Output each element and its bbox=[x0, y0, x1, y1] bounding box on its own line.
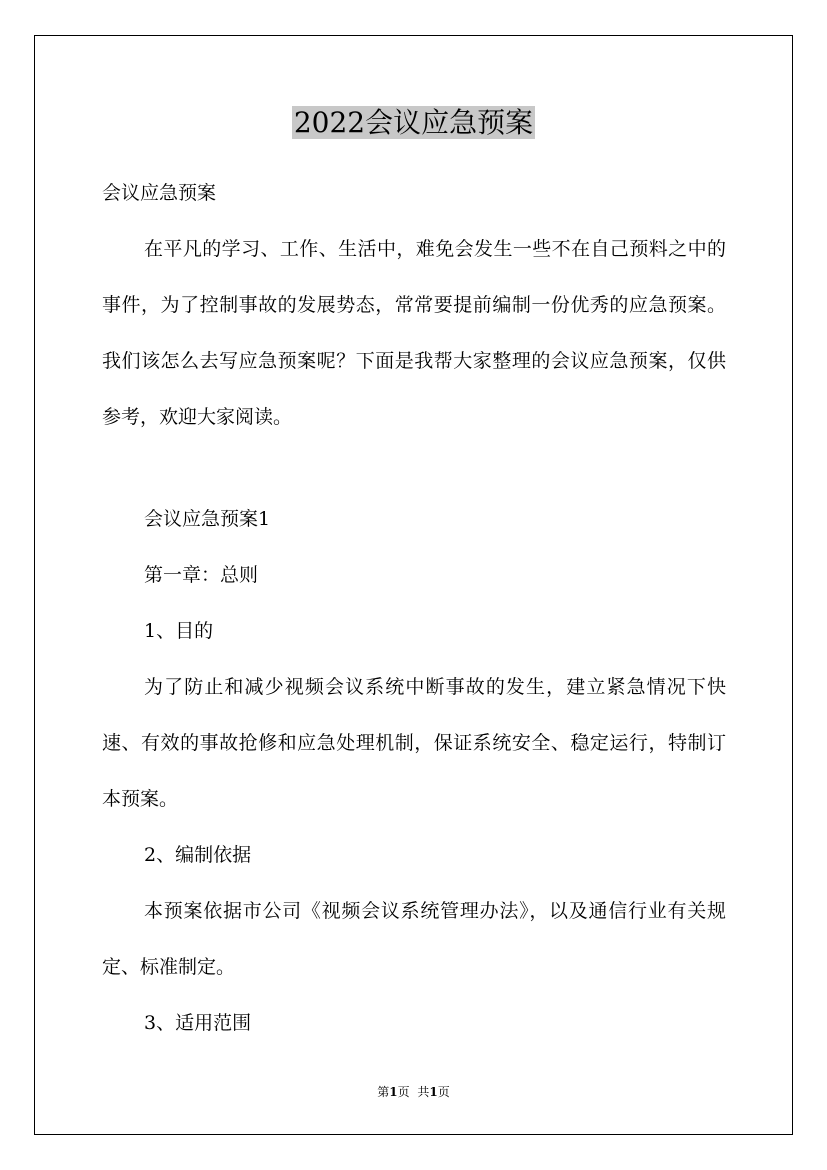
document-title-text: 2022会议应急预案 bbox=[293, 106, 534, 139]
intro-paragraph: 在平凡的学习、工作、生活中，难免会发生一些不在自己预料之中的事件，为了控制事故的发展势态，常常要提前编制一份优秀的应急预案。我们该怎么去写应急预案呢？下面是我帮大家整理的会议应急预案，仅供参考，欢迎大家阅读。 bbox=[102, 238, 726, 428]
total-label-prefix: 共 bbox=[417, 1085, 430, 1099]
item1-heading: 1、目的 bbox=[144, 620, 214, 642]
chapter-heading: 第一章：总则 bbox=[144, 564, 259, 586]
page-label-suffix: 页 bbox=[397, 1085, 410, 1099]
document-body bbox=[102, 165, 726, 1051]
subtitle: 会议应急预案 bbox=[102, 182, 217, 204]
item2-paragraph: 本预案依据市公司《视频会议系统管理办法》，以及通信行业有关规定、标准制定。 bbox=[102, 900, 726, 978]
page-footer bbox=[0, 1084, 827, 1100]
page-label-prefix: 第 bbox=[377, 1085, 390, 1099]
paragraph-gap bbox=[102, 445, 726, 491]
total-pages: 1 bbox=[429, 1085, 438, 1099]
item3-heading: 3、适用范围 bbox=[144, 1012, 252, 1034]
item1-paragraph: 为了防止和减少视频会议系统中断事故的发生，建立紧急情况下快速、有效的事故抢修和应急处理机制，保证系统安全、稳定运行，特制订本预案。 bbox=[102, 676, 726, 810]
section-title: 会议应急预案1 bbox=[144, 508, 271, 530]
item2-heading: 2、编制依据 bbox=[144, 844, 252, 866]
document-title bbox=[0, 102, 827, 143]
total-label-suffix: 页 bbox=[437, 1085, 450, 1099]
page-number: 1 bbox=[389, 1085, 398, 1099]
